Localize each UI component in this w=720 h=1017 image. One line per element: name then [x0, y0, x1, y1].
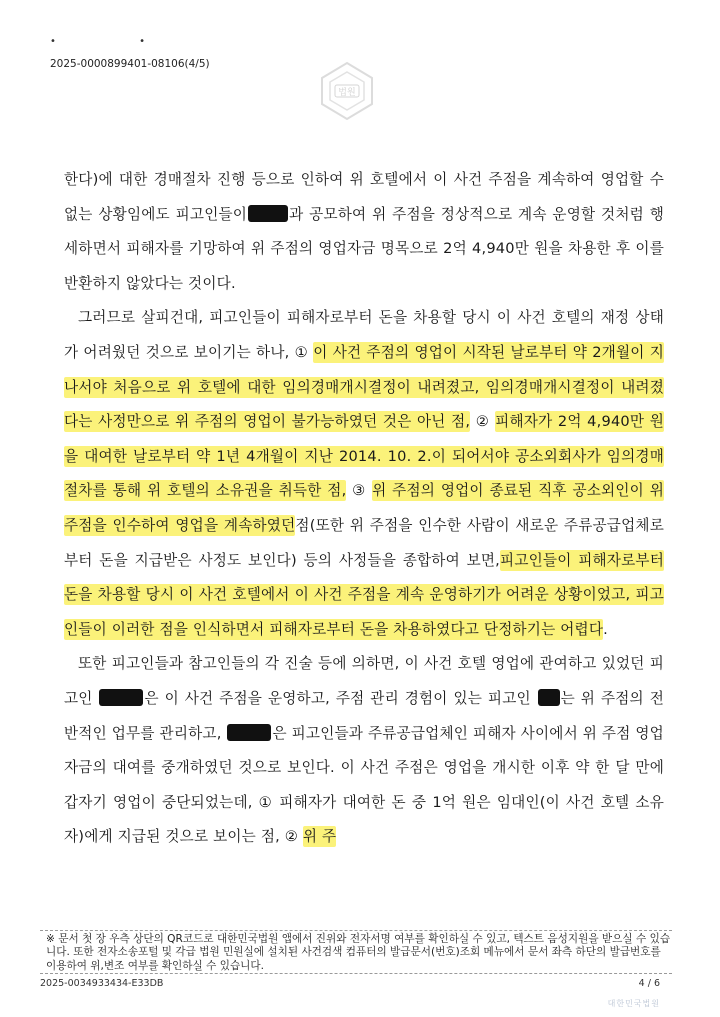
highlight: 이 사건 주점의 영업이 시작된 날로부터 약 2개월이 지나서야 처음으로 위 호텔에 대한 임의경매개시결정이 내려졌고, 임의경매개시결정이 내려졌다는 사정만으로 위 주점의 영업이 불가능하였던 것은 아닌 점,	[64, 343, 664, 431]
paragraph-2: 그러므로 살피건대, 피고인들이 피해자로부터 돈을 차용할 당시 이 사건 호텔의 재정 상태가 어려웠던 것으로 보이기는 하나, ① 이 사건 주점의 영업이 시작된 날로부터 약 2개월이 지나서야 처음으로 위 호텔에 대한 임의경매개시결정이 내려졌고, 임의경매개시결정이 내려졌다는 사정만으로 위 주점의 영업이 불가능하였던 것은 아닌 점, ② 피해자가 2억 4,940만 원을 대여한 날로부터 약 1년 4개월이 지난 2014. 10. 2.이 되어서야 공소외회사가 임의경매절차를 통해 위 호텔의 소유권을 취득한 점, ③ 위 주점의 영업이 종료된 직후 공소외인이 위 주점을 인수하여 영업을 계속하였던점(또한 위 주점을 인수한 사람이 새로운 주류공급업체로부터 돈을 지급받은 사정도 보인다) 등의 사정들을 종합하여 보면,피고인들이 피해자로부터 돈을 차용할 당시 이 사건 호텔에서 이 사건 주점을 계속 운영하기가 어려운 상황이었고, 피고인들이 이러한 점을 인식하면서 피해자로부터 돈을 차용하였다고 단정하기는 어렵다.	[64, 309, 665, 638]
seal-text: 법원	[338, 88, 356, 98]
redacted-name	[99, 689, 143, 706]
highlight: 위 주점의 영업이 종료된 직후 공소외인이 위 주점을 인수하여 영업을 계속하였던	[64, 482, 664, 534]
redacted-name	[248, 205, 288, 222]
highlight: 위 주	[302, 828, 337, 846]
paragraph-1: 한다)에 대한 경매절차 진행 등으로 인하여 위 호텔에서 이 사건 주점을 계속하여 영업할 수 없는 상황임에도 피고인들이 과 공모하여 위 주점을 정상적으로 계속 운영할 것처럼 행세하면서 피해자를 기망하여 위 주점의 영업자금 명목으로 2억 4,940만 원을 차용한 후 이를 반환하지 않았다는 것이다.	[64, 171, 665, 292]
paragraph-3: 또한 피고인들과 참고인들의 각 진술 등에 의하면, 이 사건 호텔 영업에 관여하고 있었던 피고인 은 이 사건 주점을 운영하고, 주점 관리 경험이 있는 피고인 는 위 주점의 전반적인 업무를 관리하고, 은 피고인들과 주류공급업체인 피해자 사이에서 위 주점 영업자금의 대여를 중개하였던 것으로 보인다. 이 사건 주점은 영업을 개시한 이후 약 한 달 만에 갑자기 영업이 중단되었는데, ① 피해자가 대여한 돈 중 1억 원은 임대인(이 사건 호텔 소유자)에게 지급된 것으로 보이는 점, ② 위 주	[64, 655, 664, 846]
redacted-name	[538, 689, 560, 706]
document-id: 2025-0000899401-08106(4/5)	[50, 58, 210, 70]
court-seal-watermark	[316, 60, 378, 122]
header-marks: • •	[50, 36, 185, 47]
highlight: 피고인들이 피해자로부터 돈을 차용할 당시 이 사건 호텔에서 이 사건 주점을 계속 운영하기가 어려운 상황이었고, 피고인들이 이러한 점을 인식하면서 피해자로부터 돈을 차용하였다고 단정하기는 어렵다	[64, 551, 664, 638]
authentication-notice: ※ 문서 첫 장 우측 상단의 QR코드로 대한민국법원 앱에서 진위와 전자서명 여부를 확인하실 수 있고, 텍스트 음성지원을 받으실 수 있습니다. 또한 전자소송포털 및 각급 법원 민원실에 설치된 사건검색 컴퓨터의 발급문서(번호)조회 메뉴에서 문서 좌측 하단의 발급번호를 이용하여 위,변조 여부를 확인하실 수 있습니다.	[40, 930, 672, 974]
page-number: 4 / 6	[638, 978, 660, 989]
highlight: 피해자가 2억 4,940만 원을 대여한 날로부터 약 1년 4개월이 지난 2014. 10. 2.이 되어서야 공소외회사가 임의경매절차를 통해 위 호텔의 소유권을 취득한 점,	[64, 413, 664, 500]
issue-number: 2025-0034933434-E33DB	[40, 978, 164, 989]
redacted-name	[227, 724, 271, 741]
court-watermark-text: 대한민국법원	[607, 999, 660, 1008]
document-body	[64, 163, 664, 855]
